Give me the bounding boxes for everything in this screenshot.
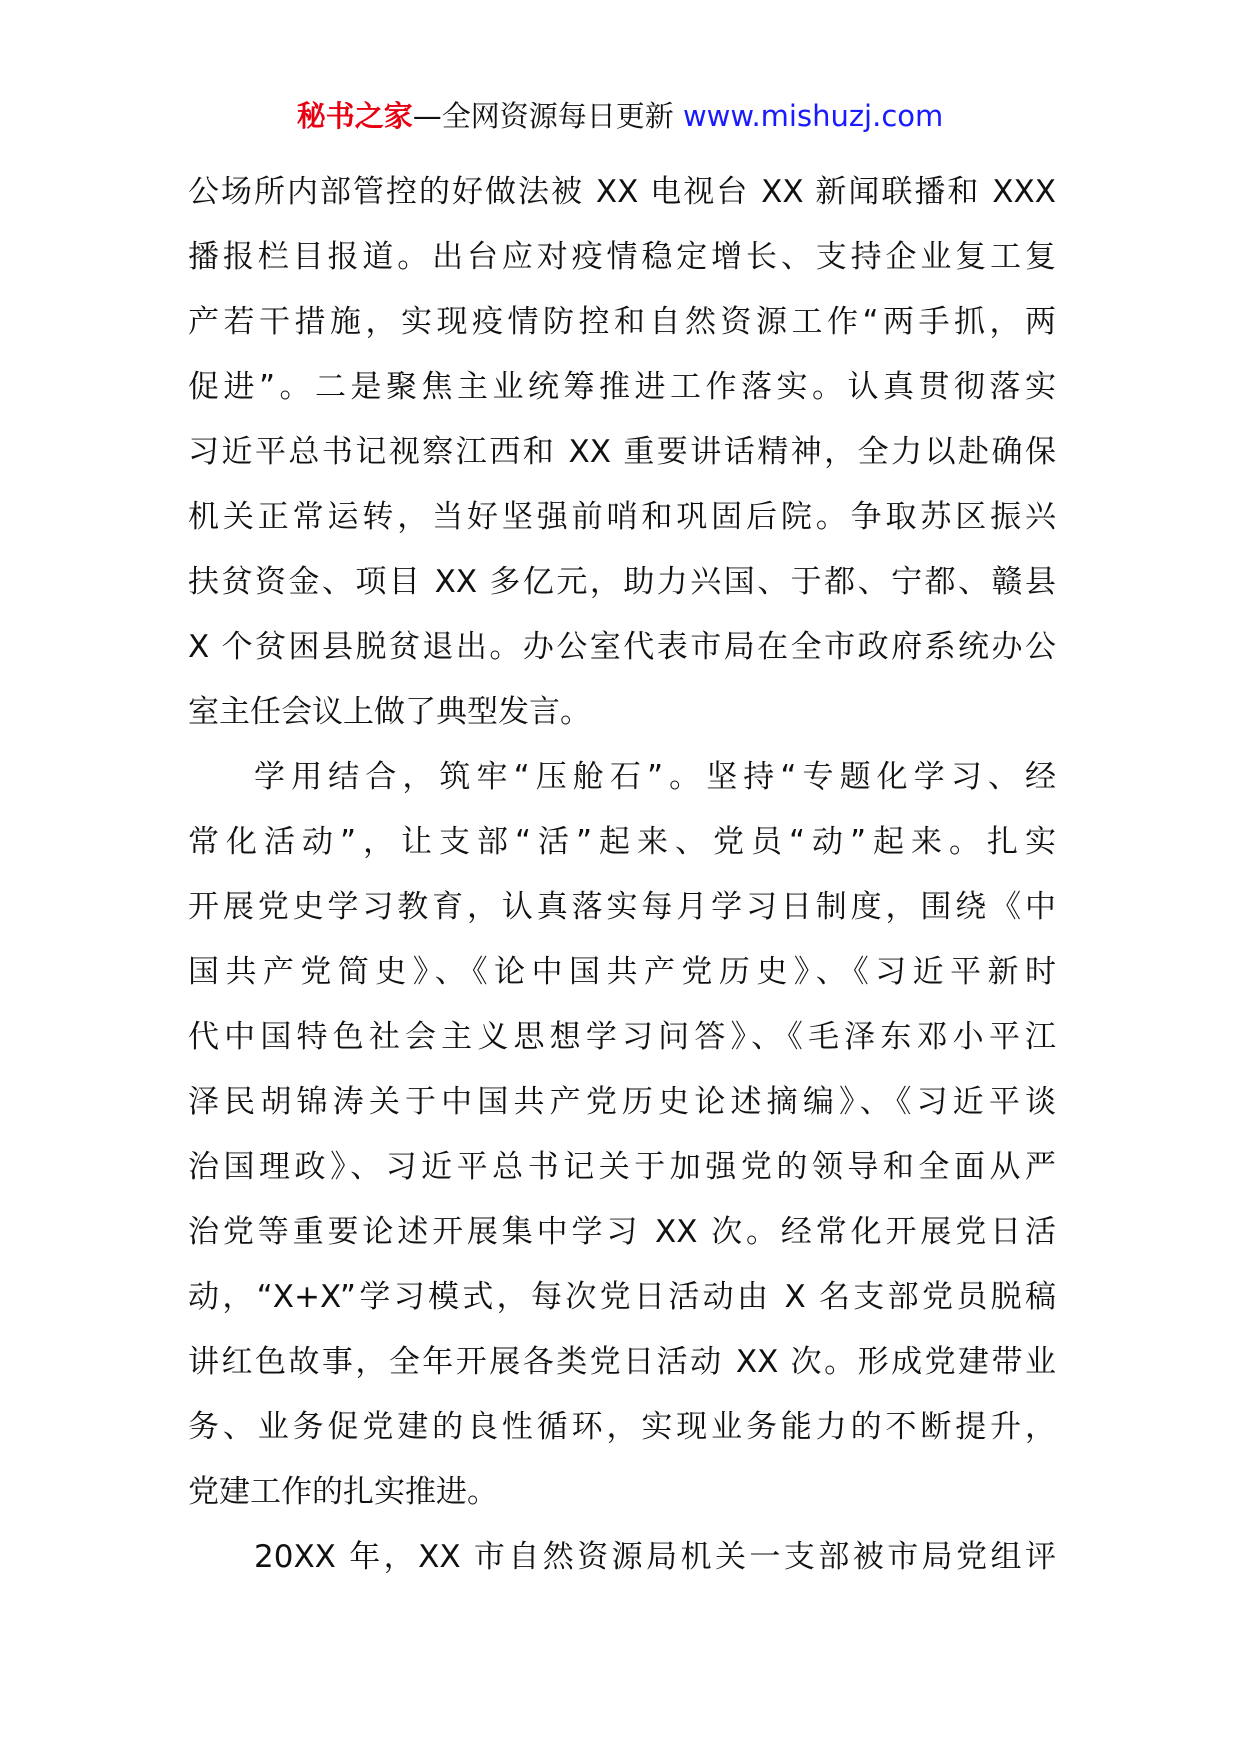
site-brand: 秘书之家 [296,99,413,133]
text-line: 促进”。二是聚焦主业统筹推进工作落实。认真贯彻落实 [188,369,1056,405]
text-line: 机关正常运转，当好坚强前哨和巩固后院。争取苏区振兴 [188,499,1056,535]
text-line: 党建工作的扎实推进。 [188,1474,498,1510]
site-header [0,98,1240,134]
text-line: 扶贫资金、项目 XX 多亿元，助力兴国、于都、宁都、赣县 [188,564,1056,600]
text-line: 泽民胡锦涛关于中国共产党历史论述摘编》、《习近平谈 [188,1084,1056,1120]
site-url-link[interactable]: www.mishuzj.com [682,99,944,133]
document-body [188,160,1056,1590]
text-line: 动，“X+X”学习模式，每次党日活动由 X 名支部党员脱稿 [188,1279,1056,1315]
text-line: 学用结合，筑牢“压舱石”。坚持“专题化学习、经 [254,759,1056,795]
site-slogan: —全网资源每日更新 [412,99,674,133]
text-line: 开展党史学习教育，认真落实每月学习日制度，围绕《中 [188,889,1056,925]
text-line: 治党等重要论述开展集中学习 XX 次。经常化开展党日活 [188,1214,1056,1250]
text-line: 20XX 年，XX 市自然资源局机关一支部被市局党组评 [254,1539,1056,1575]
text-line: 治国理政》、习近平总书记关于加强党的领导和全面从严 [188,1149,1056,1185]
text-line: X 个贫困县脱贫退出。办公室代表市局在全市政府系统办公 [188,629,1056,665]
text-line: 务、业务促党建的良性循环，实现业务能力的不断提升， [188,1409,1056,1445]
text-line: 公场所内部管控的好做法被 XX 电视台 XX 新闻联播和 XXX [188,174,1056,210]
text-line: 室主任会议上做了典型发言。 [188,694,591,730]
text-line: 国共产党简史》、《论中国共产党历史》、《习近平新时 [188,954,1056,990]
text-line: 代中国特色社会主义思想学习问答》、《毛泽东邓小平江 [188,1019,1056,1055]
text-line: 常化活动”，让支部“活”起来、党员“动”起来。扎实 [188,824,1056,860]
text-line: 习近平总书记视察江西和 XX 重要讲话精神，全力以赴确保 [188,434,1056,470]
text-line: 播报栏目报道。出台应对疫情稳定增长、支持企业复工复 [188,239,1056,275]
text-line: 讲红色故事，全年开展各类党日活动 XX 次。形成党建带业 [188,1344,1056,1380]
text-line: 产若干措施，实现疫情防控和自然资源工作“两手抓，两 [188,304,1056,340]
